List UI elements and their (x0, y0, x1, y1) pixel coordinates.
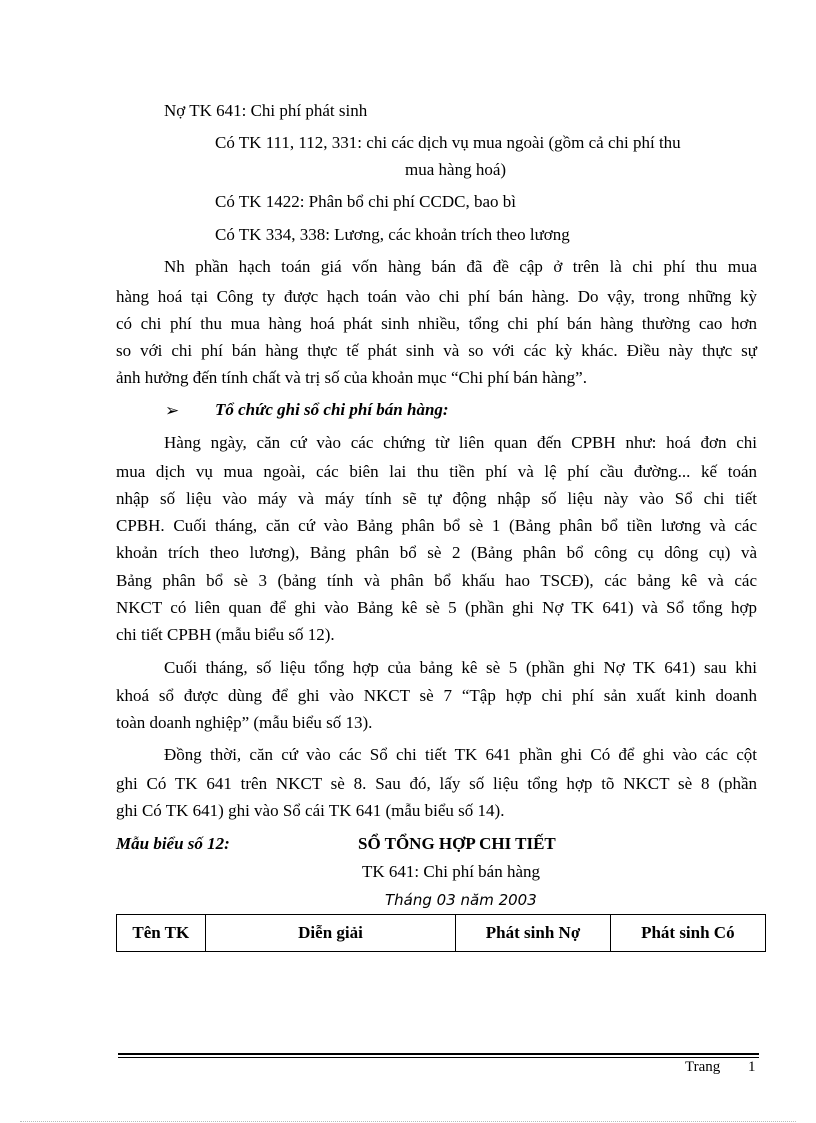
entry-co-3: Có TK 334, 338: Lương, các khoản trích theo lương (215, 225, 570, 244)
footer-rule (118, 1057, 759, 1058)
para2-line: mua dịch vụ mua ngoài, các biên lai thu tiền phí và lệ phí cầu đường... kế toán (116, 462, 757, 481)
para1-line: có chi phí thu mua hàng hoá phát sinh nhiều, tổng chi phí bán hàng thường cao hơn (116, 314, 757, 333)
entry-co-1-continued: mua hàng hoá) (405, 160, 507, 179)
para3-line: Cuối tháng, số liệu tổng hợp của bảng kê sè 5 (phần ghi Nợ TK 641) sau khi (164, 658, 757, 677)
para4-line: ghi Có TK 641) ghi vào Sổ cái TK 641 (mẫu biểu số 14). (116, 801, 505, 820)
footer-rule (118, 1053, 759, 1055)
column-header-description: Diễn giải (205, 915, 456, 952)
column-header-credit: Phát sinh Có (610, 915, 765, 952)
para1-line: so với chi phí bán hàng thực tế phát sinh và so với các kỳ khác. Điều này thực sự (116, 341, 757, 360)
page-edge (20, 1121, 796, 1122)
para2-line: CPBH. Cuối tháng, căn cứ vào Bảng phân bổ sè 1 (Bảng phân bổ tiền lương và các (116, 516, 757, 535)
para1-line: ảnh hưởng đến tính chất và trị số của khoản mục “Chi phí bán hàng”. (116, 368, 587, 387)
para2-line: NKCT có liên quan để ghi vào Bảng kê sè 5 (phần ghi Nợ TK 641) và Sổ tổng hợp (116, 598, 757, 617)
para2-line: nhập số liệu vào máy và máy tính sẽ tự động nhập số liệu này vào Sổ chi tiết (116, 489, 757, 508)
entry-co-1: Có TK 111, 112, 331: chi các dịch vụ mua ngoài (gồm cả chi phí thu (215, 133, 681, 152)
form-period: Tháng 03 năm 2003 (385, 891, 537, 909)
page-label: Trang (685, 1059, 721, 1075)
form-label: Mẫu biểu số 12: (116, 834, 230, 853)
para3-line: khoá sổ được dùng để ghi vào NKCT sè 7 “Tập hợp chi phí sản xuất kinh doanh (116, 686, 757, 705)
entry-no: Nợ TK 641: Chi phí phát sinh (164, 101, 368, 120)
bullet-arrow-icon: ➢ (165, 401, 180, 420)
column-header-debit: Phát sinh Nợ (456, 915, 610, 952)
para2-line: chi tiết CPBH (mẫu biểu số 12). (116, 625, 335, 644)
section-heading: Tổ chức ghi sổ chi phí bán hàng: (215, 400, 449, 419)
para4-line: ghi Có TK 641 trên NKCT sè 8. Sau đó, lấy số liệu tổng hợp tõ NKCT sè 8 (phần (116, 774, 757, 793)
para2-line: Bảng phân bổ sè 3 (bảng tính và phân bổ khấu hao TSCĐ), các bảng kê và các (116, 571, 757, 590)
para2-line: khoản trích theo lương), Bảng phân bổ sè 2 (Bảng phân bổ công cụ dông cụ) và (116, 543, 757, 562)
entry-co-2: Có TK 1422: Phân bổ chi phí CCDC, bao bì (215, 192, 516, 211)
para1-line: hàng hoá tại Công ty được hạch toán vào chi phí bán hàng. Do vậy, trong những kỳ (116, 287, 757, 306)
table-header-row (117, 915, 766, 952)
form-title: SỔ TỔNG HỢP CHI TIẾT (358, 834, 556, 853)
page-number: 1 (748, 1059, 756, 1075)
form-subtitle: TK 641: Chi phí bán hàng (362, 862, 541, 881)
summary-table (116, 914, 766, 952)
para3-line: toàn doanh nghiệp” (mẫu biểu số 13). (116, 713, 373, 732)
para4-line: Đồng thời, căn cứ vào các Sổ chi tiết TK 641 phần ghi Có để ghi vào các cột (164, 745, 757, 764)
para1-line: Nh phần hạch toán giá vốn hàng bán đã đề cập ở trên là chi phí thu mua (164, 257, 757, 276)
para2-line: Hàng ngày, căn cứ vào các chứng từ liên quan đến CPBH như: hoá đơn chi (164, 433, 757, 452)
column-header-account: Tên TK (117, 915, 206, 952)
